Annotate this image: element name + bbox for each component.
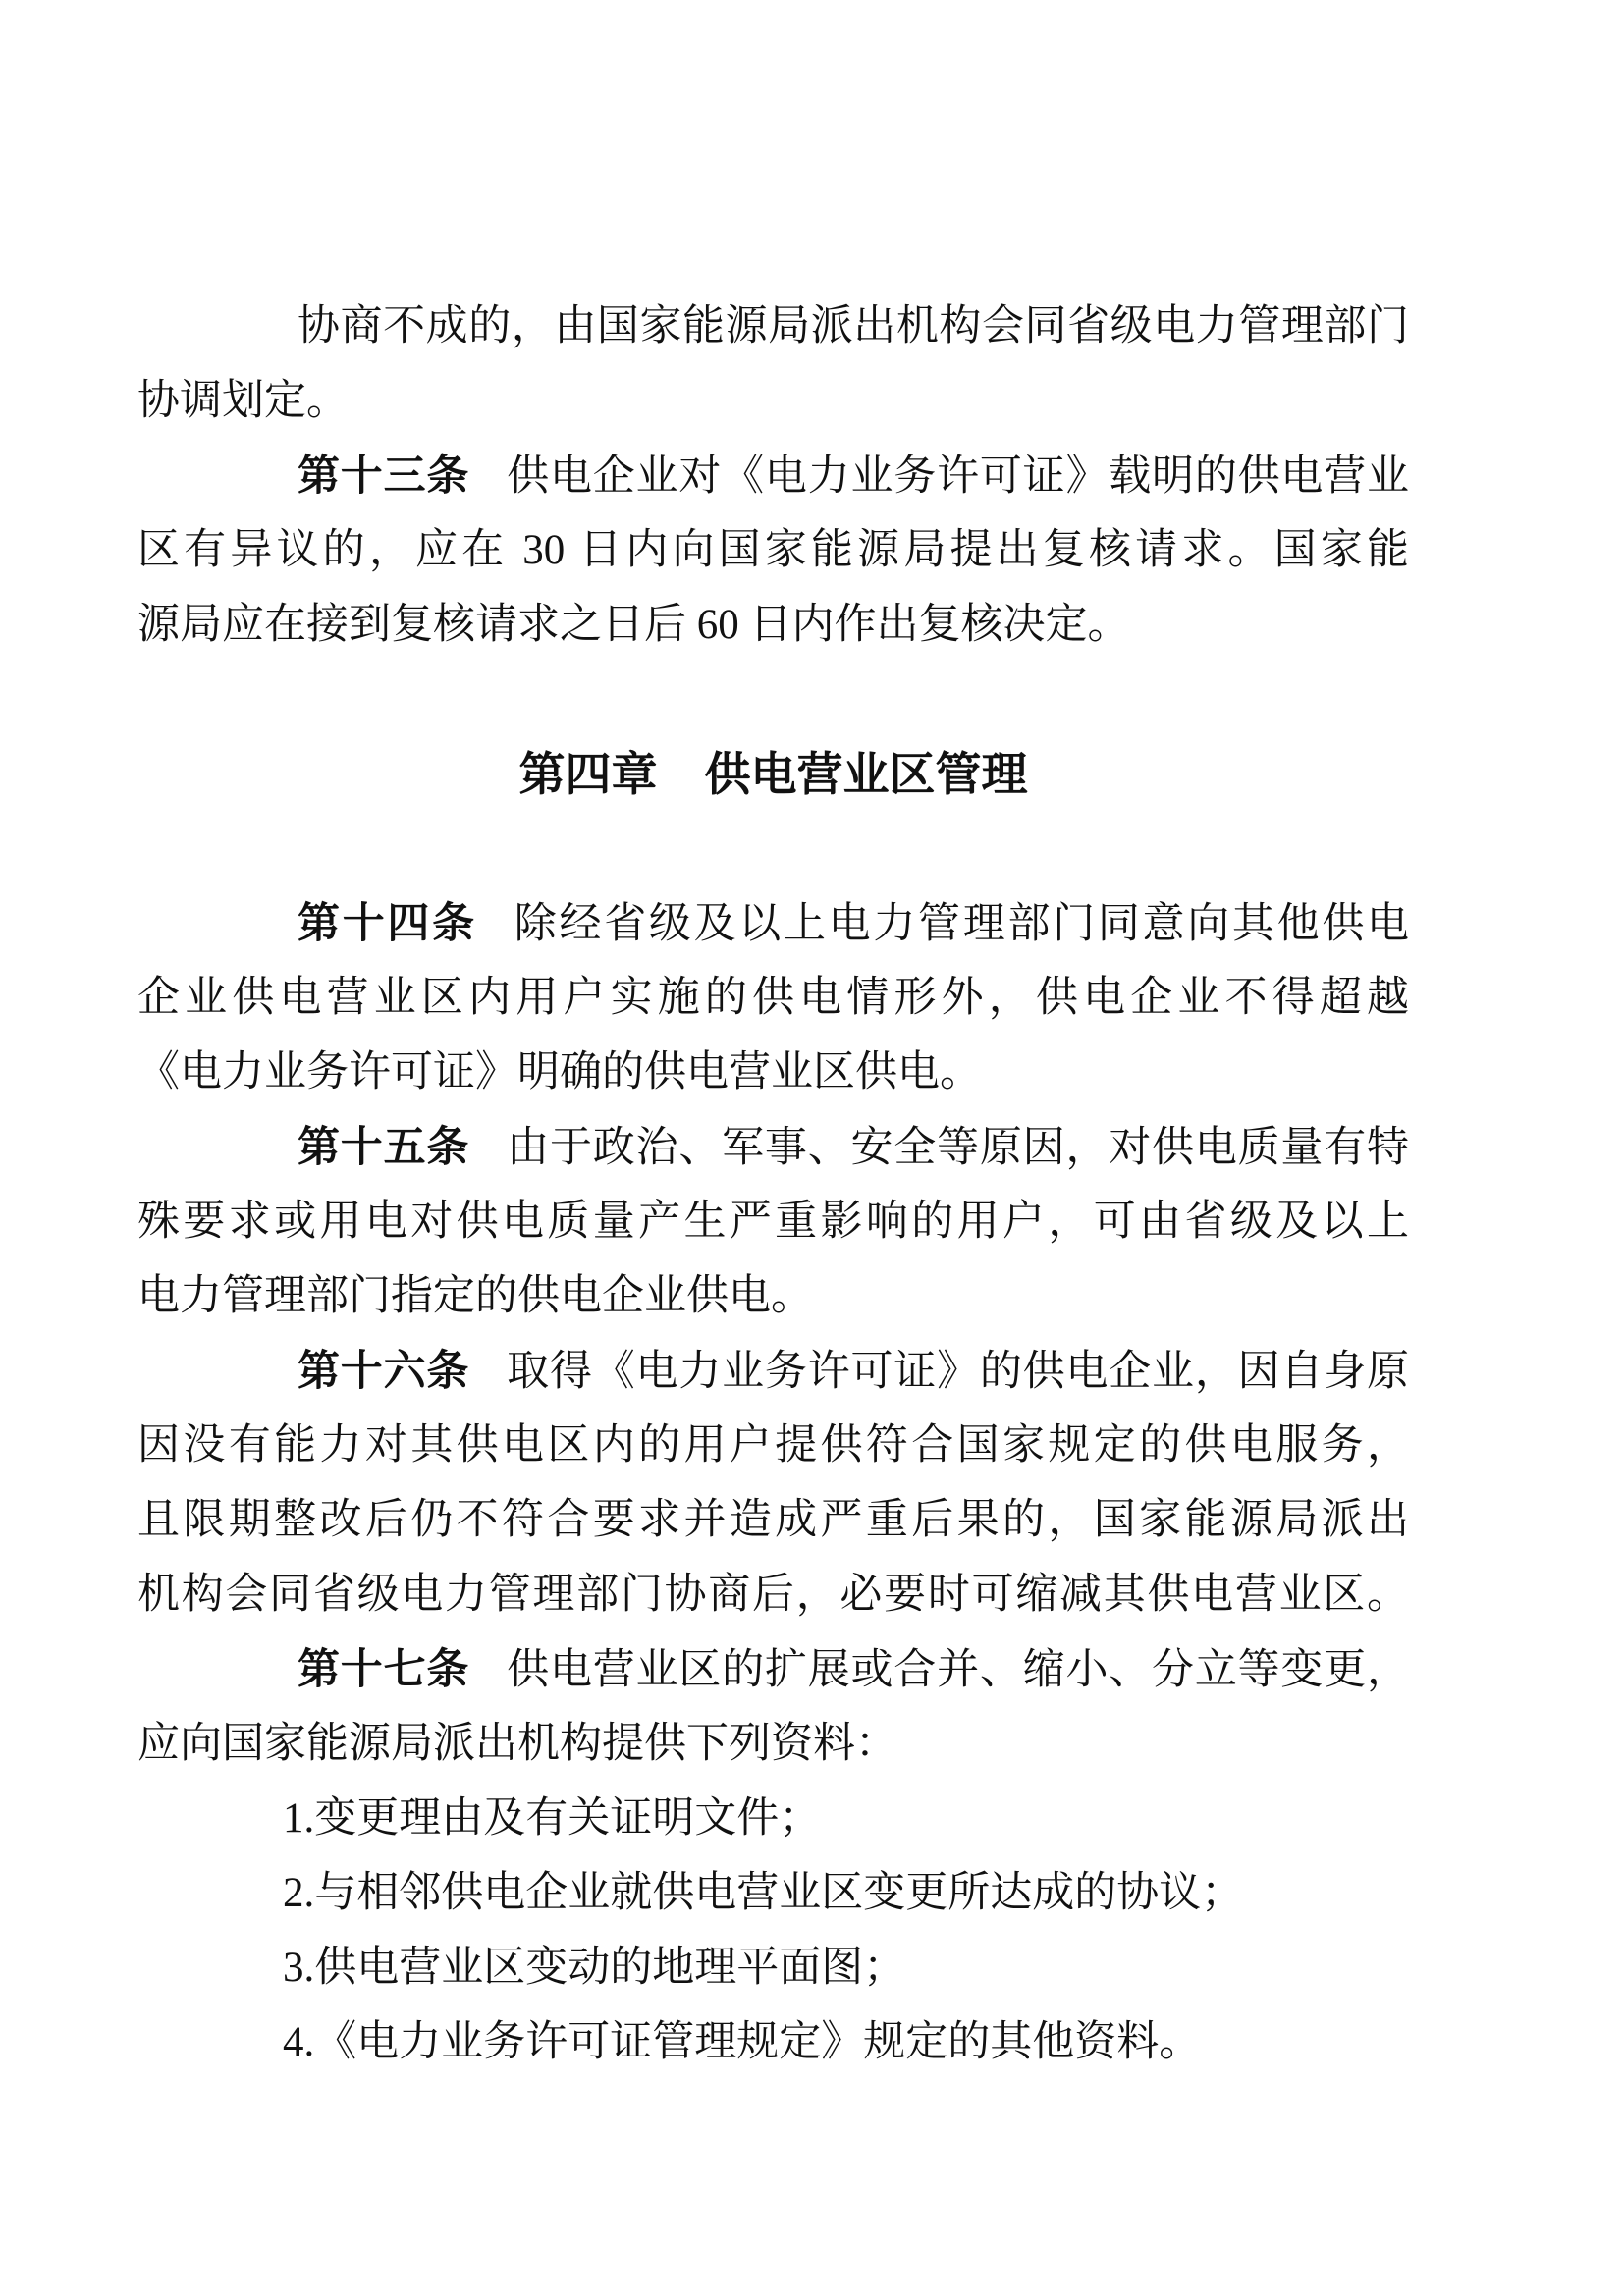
paragraph-line: [137, 1483, 1409, 1558]
chapter-heading: [137, 737, 1409, 812]
body-text: 且限期整改后仍不符合要求并造成严重后果的，国家能源局派出: [137, 1497, 1409, 1543]
article-number: 第十六条: [298, 1348, 470, 1395]
article-number: 第十五条: [298, 1124, 470, 1171]
body-text: 源局应在接到复核请求之日后 60 日内作出复核决定。: [137, 602, 1130, 648]
paragraph-line: [137, 1409, 1409, 1483]
body-text: 企业供电营业区内用户实施的供电情形外，供电企业不得超越: [137, 975, 1409, 1021]
chapter-number: 第四章: [518, 748, 658, 800]
paragraph-line: [137, 1259, 1409, 1334]
body-text: 机构会同省级电力管理部门协商后，必要时可缩减其供电营业区。: [137, 1572, 1409, 1618]
paragraph-line: [137, 1632, 1409, 1707]
list-item-text: 3.供电营业区变动的地理平面图；: [283, 1945, 906, 1991]
list-item-text: 2.与相邻供电企业就供电营业区变更所达成的协议；: [283, 1870, 1244, 1916]
list-item: [137, 1782, 1409, 1856]
paragraph-line: [137, 1707, 1409, 1782]
body-text: 协商不成的，由国家能源局派出机构会同省级电力管理部门: [298, 303, 1409, 349]
body-text: 电力管理部门指定的供电企业供电。: [137, 1273, 813, 1319]
list-item: [137, 1931, 1409, 2005]
chapter-title: 供电营业区管理: [704, 748, 1028, 800]
body-text: 除经省级及以上电力管理部门同意向其他供电: [514, 901, 1410, 947]
paragraph-line: [137, 1110, 1409, 1185]
list-item-text: 1.变更理由及有关证明文件；: [283, 1795, 822, 1842]
paragraph-line: [137, 961, 1409, 1036]
body-text: 应向国家能源局派出机构提供下列资料：: [137, 1721, 897, 1767]
paragraph-line: [137, 588, 1409, 663]
article-number: 第十七条: [298, 1646, 470, 1693]
paragraph-line: [137, 1558, 1409, 1632]
article-number: 第十三条: [298, 453, 470, 500]
body-text: 因没有能力对其供电区内的用户提供符合国家规定的供电服务，: [137, 1422, 1409, 1468]
body-text: 供电营业区的扩展或合并、缩小、分立等变更，: [507, 1647, 1410, 1693]
list-item: [137, 2005, 1409, 2080]
body-text: 区有异议的，应在 30 日内向国家能源局提出复核请求。国家能: [137, 527, 1409, 573]
list-item-text: 4.《电力业务许可证管理规定》规定的其他资料。: [283, 2019, 1202, 2065]
body-text: 由于政治、军事、安全等原因，对供电质量有特: [507, 1125, 1410, 1171]
body-text: 殊要求或用电对供电质量产生严重影响的用户，可由省级及以上: [137, 1199, 1409, 1245]
paragraph-line: [137, 364, 1409, 439]
paragraph-line: [137, 290, 1409, 364]
paragraph-line: [137, 439, 1409, 513]
body-text: 取得《电力业务许可证》的供电企业，因自身原: [507, 1349, 1410, 1395]
paragraph-line: [137, 886, 1409, 961]
document-body: [137, 290, 1409, 2080]
paragraph-line: [137, 1185, 1409, 1259]
body-text: 《电力业务许可证》明确的供电营业区供电。: [137, 1049, 982, 1095]
paragraph-line: [137, 1334, 1409, 1409]
article-number: 第十四条: [298, 900, 477, 947]
body-text: 协调划定。: [137, 378, 349, 424]
paragraph-line: [137, 1036, 1409, 1110]
body-text: 供电企业对《电力业务许可证》载明的供电营业: [507, 454, 1410, 500]
paragraph-line: [137, 513, 1409, 588]
list-item: [137, 1856, 1409, 1931]
